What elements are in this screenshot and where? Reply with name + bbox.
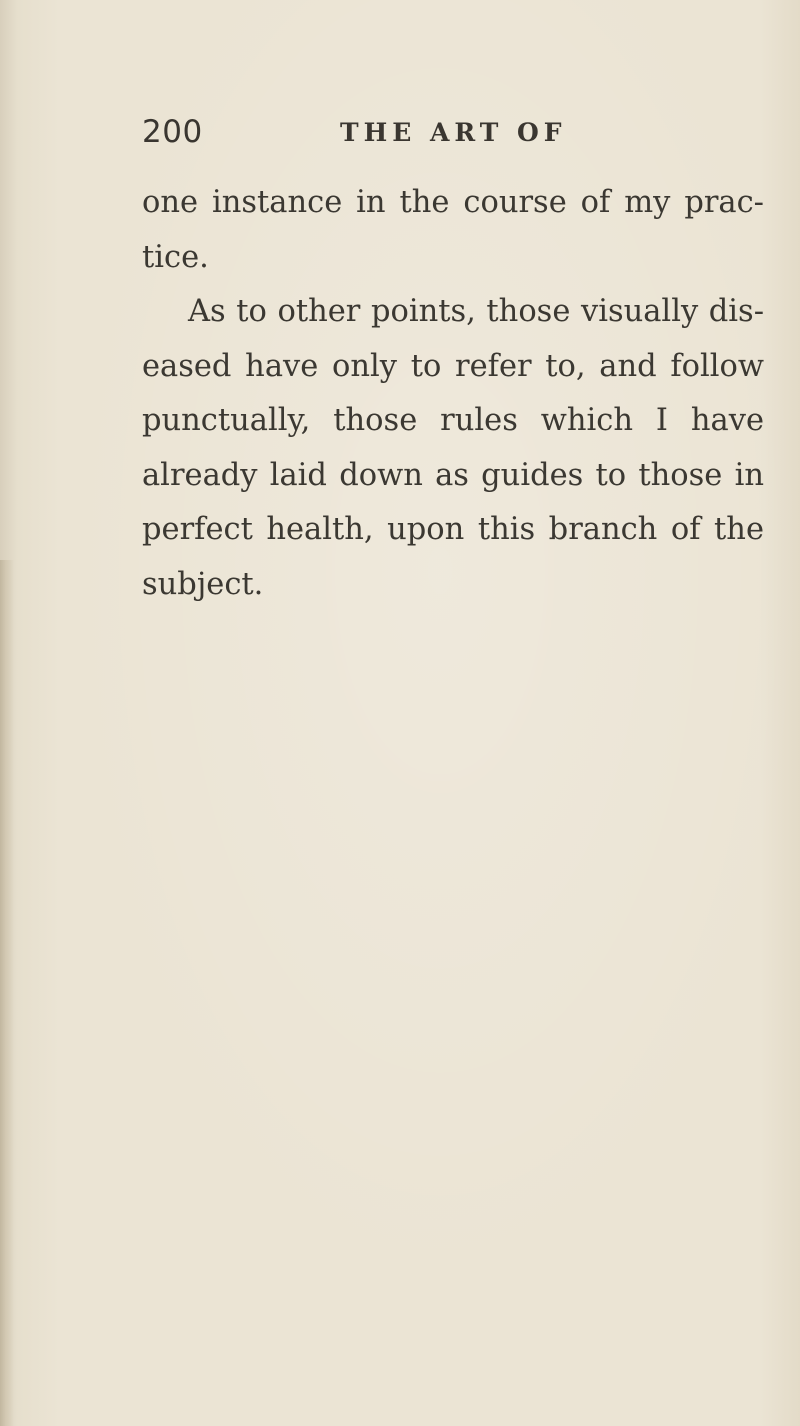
page-number: 200 xyxy=(142,114,203,150)
text-line: subject. xyxy=(142,566,264,602)
text-line: already laid down as guides to those in xyxy=(142,457,764,493)
text-line: As to other points, those visually dis- xyxy=(188,294,764,329)
text-line: tice. xyxy=(142,239,209,275)
running-head: THE ART OF xyxy=(340,118,567,147)
text-line: one instance in the course of my prac- xyxy=(142,185,764,220)
page-header xyxy=(142,108,762,158)
text-line: perfect health, upon this branch of the xyxy=(142,512,764,547)
page-gutter-shadow xyxy=(0,560,14,1426)
text-line: punctually, those rules which I have xyxy=(142,403,764,438)
body-text xyxy=(142,176,764,612)
text-line: eased have only to refer to, and follow xyxy=(142,348,764,384)
